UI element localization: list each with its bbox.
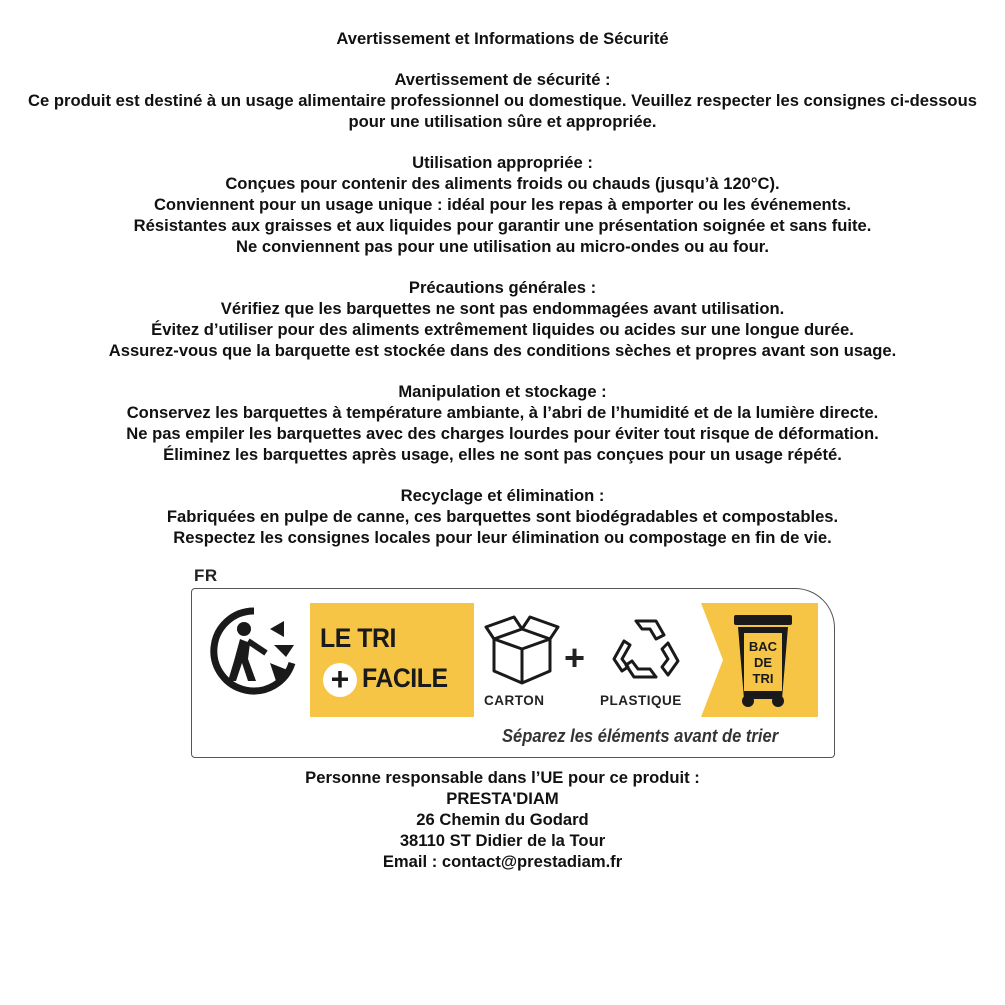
- triman-sorting-label: [0, 562, 1005, 767]
- usage-line: Conviennent pour un usage unique : idéal pour les repas à emporter ou les événements.: [153, 195, 852, 214]
- usage-line: Ne conviennent pas pour une utilisation au micro-ondes ou au four.: [236, 237, 769, 256]
- triman-frame: [191, 588, 835, 758]
- storage-line: Conservez les barquettes à température ambiante, à l’abri de l’humidité et de la lumière directe.: [126, 403, 879, 422]
- carton-box-icon: [484, 609, 560, 687]
- precautions-line: Assurez-vous que la barquette est stockée dans des conditions sèches et propres avant son usage.: [108, 341, 897, 360]
- triman-tagline: Séparez les éléments avant de trier: [502, 726, 779, 746]
- company-name: PRESTA'DIAM: [446, 789, 559, 808]
- address-city: 38110 ST Didier de la Tour: [399, 831, 606, 850]
- recycling-line: Respectez les consignes locales pour leur élimination ou compostage en fin de vie.: [173, 528, 832, 547]
- carton-label: CARTON: [484, 693, 545, 708]
- plus-circle-icon: +: [323, 663, 357, 697]
- storage-heading: Manipulation et stockage :: [398, 382, 607, 401]
- usage-line: Conçues pour contenir des aliments froids ou chauds (jusqu’à 120°C).: [225, 174, 780, 193]
- recycle-icon: [610, 613, 682, 683]
- storage-line: Éliminez les barquettes après usage, elles ne sont pas conçues pour un usage répété.: [163, 445, 842, 464]
- recycling-line: Fabriquées en pulpe de canne, ces barquettes sont biodégradables et compostables.: [166, 507, 839, 526]
- safety-heading: Avertissement de sécurité :: [394, 70, 611, 89]
- plus-icon: +: [564, 637, 586, 678]
- country-code: FR: [194, 566, 218, 585]
- svg-text:TRI: TRI: [752, 671, 774, 686]
- svg-text:BAC: BAC: [748, 639, 778, 654]
- svg-text:DE: DE: [753, 655, 773, 670]
- precautions-heading: Précautions générales :: [408, 278, 597, 297]
- address-street: 26 Chemin du Godard: [416, 810, 589, 829]
- plastique-label: PLASTIQUE: [600, 693, 682, 708]
- recycling-bin-icon: [730, 613, 796, 709]
- responsible-heading: Personne responsable dans l’UE pour ce produit :: [305, 768, 700, 787]
- usage-heading: Utilisation appropriée :: [412, 153, 593, 172]
- precautions-line: Vérifiez que les barquettes ne sont pas endommagées avant utilisation.: [220, 299, 785, 318]
- document-title: Avertissement et Informations de Sécurité: [336, 29, 669, 48]
- recycling-heading: Recyclage et élimination :: [400, 486, 605, 505]
- usage-line: Résistantes aux graisses et aux liquides pour garantir une présentation soignée et sans fuite.: [133, 216, 872, 235]
- triman-icon: [204, 601, 304, 701]
- contact-email: Email : contact@prestadiam.fr: [382, 852, 623, 871]
- triman-title-line2: FACILE: [362, 663, 448, 693]
- triman-title-line1: LE TRI: [320, 623, 396, 653]
- storage-line: Ne pas empiler les barquettes avec des charges lourdes pour éviter tout risque de déformation.: [126, 424, 879, 443]
- precautions-line: Évitez d’utiliser pour des aliments extrêmement liquides ou acides sur une longue durée.: [151, 320, 854, 339]
- safety-text: Ce produit est destiné à un usage alimentaire professionnel ou domestique. Veuillez respecter les consignes ci-dessous pour une utilisation sûre et appropriée.: [28, 91, 977, 131]
